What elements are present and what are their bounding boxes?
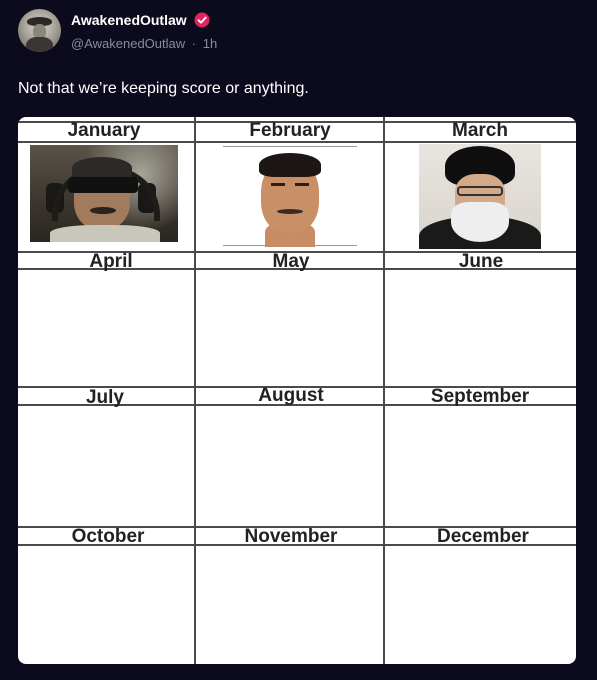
post-text: Not that we’re keeping score or anything. <box>18 80 309 97</box>
january-photo <box>30 145 178 242</box>
beard <box>451 202 509 242</box>
month-may: May <box>272 251 310 272</box>
month-june: June <box>458 251 504 272</box>
author-display-name[interactable]: AwakenedOutlaw <box>71 12 187 28</box>
month-november: November <box>244 526 338 547</box>
month-september: September <box>430 386 530 407</box>
author-handle[interactable]: @AwakenedOutlaw <box>71 36 186 51</box>
person-hair <box>72 157 132 179</box>
author-handle-line <box>71 36 217 51</box>
blindfold <box>68 177 138 193</box>
month-august: August <box>258 385 324 406</box>
author-avatar[interactable] <box>18 9 61 52</box>
month-january: January <box>67 120 141 141</box>
february-photo <box>223 145 357 247</box>
handle-separator: · <box>191 36 197 51</box>
grid-line <box>383 117 385 664</box>
month-july: July <box>85 387 125 408</box>
verified-badge-icon <box>194 12 210 28</box>
post-media-calendar-image[interactable] <box>18 117 576 664</box>
photo-frame-line <box>223 146 357 147</box>
month-march: March <box>452 120 508 141</box>
month-december: December <box>437 526 529 547</box>
mustache <box>90 207 116 214</box>
month-february: February <box>249 120 331 141</box>
photo-frame-line <box>223 245 357 246</box>
avatar-body <box>26 37 53 52</box>
month-october: October <box>71 526 145 547</box>
eyebrow <box>271 183 285 186</box>
person-hair <box>259 153 321 177</box>
post-time[interactable]: 1h <box>202 36 218 51</box>
mustache <box>277 209 303 214</box>
march-photo <box>419 144 541 249</box>
glasses <box>457 186 503 196</box>
eyebrow <box>295 183 309 186</box>
shirt <box>50 225 160 242</box>
month-april: April <box>89 251 133 272</box>
